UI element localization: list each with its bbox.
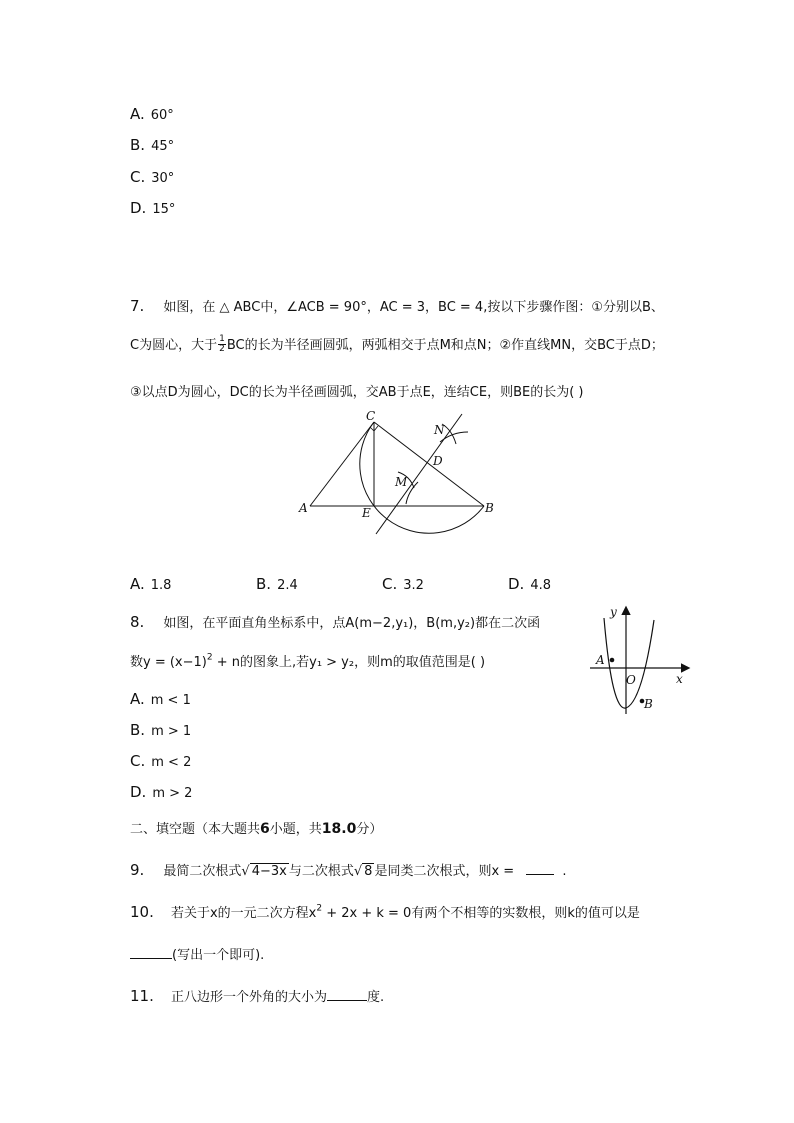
q7-line-1 <box>130 296 664 315</box>
fraction-numerator: 1 <box>219 334 225 344</box>
q6-option-a <box>130 104 174 123</box>
label-b: B <box>644 697 653 711</box>
question-text: 数y = (x−1) <box>130 655 207 670</box>
label-o: O <box>626 673 636 687</box>
fraction-denominator: 2 <box>219 344 225 354</box>
q8-option-a <box>130 689 191 708</box>
fraction-half <box>218 335 226 354</box>
question-text: (写出一个即可). <box>172 948 265 963</box>
point-a <box>610 658 615 663</box>
option-letter: A. <box>130 575 145 593</box>
section-title-part: 分） <box>356 822 383 837</box>
option-value: m < 1 <box>150 693 191 708</box>
arc-d <box>360 422 484 533</box>
q8-parabola-figure <box>586 602 692 716</box>
question-text: + 2x + k = 0有两个不相等的实数根，则k的值可以是 <box>322 906 640 921</box>
question-text: + n的图象上,若y₁ > y₂，则m的取值范围是( ) <box>212 655 486 670</box>
option-letter: B. <box>256 575 272 593</box>
question-number: 7. <box>130 297 145 315</box>
question-text: 度. <box>366 990 385 1005</box>
radicand: 8 <box>364 864 373 879</box>
option-value: 45° <box>151 139 175 154</box>
label-n: N <box>434 423 445 437</box>
question-number: 11. <box>130 987 154 1005</box>
question-text: . <box>562 864 567 879</box>
answer-blank[interactable] <box>526 862 554 875</box>
label-e: E <box>362 506 371 520</box>
q7-option-d <box>508 574 551 593</box>
q7-option-a <box>130 574 171 593</box>
segment-ac <box>310 422 374 506</box>
radical-2: √ 8 <box>353 864 373 879</box>
q6-option-c <box>130 167 174 186</box>
option-value: 1.8 <box>150 578 172 593</box>
label-c: C <box>366 409 376 423</box>
q10-line-1 <box>130 902 640 921</box>
option-value: 30° <box>151 171 175 186</box>
question-number: 9. <box>130 861 145 879</box>
q8-line-2 <box>130 651 485 670</box>
answer-blank[interactable] <box>130 946 172 959</box>
q8-option-d <box>130 782 192 801</box>
option-letter: C. <box>130 752 146 770</box>
label-a: A <box>299 501 308 515</box>
option-letter: D. <box>130 199 147 217</box>
section-title-part: 小题，共 <box>269 822 322 837</box>
question-text: 最简二次根式 <box>163 864 242 879</box>
q7-option-b <box>256 574 298 593</box>
option-value: 2.4 <box>277 578 298 593</box>
option-value: m > 1 <box>151 724 192 739</box>
q7-line-3 <box>130 381 583 400</box>
question-text: 是同类二次根式，则x = <box>374 864 519 879</box>
question-text: 与二次根式 <box>288 864 354 879</box>
question-count: 6 <box>260 821 270 837</box>
option-value: m < 2 <box>151 755 192 770</box>
question-text: 若关于x的一元二次方程x <box>170 906 317 921</box>
option-value: m > 2 <box>152 786 193 801</box>
q9-line <box>130 860 566 879</box>
question-text: C为圆心，大于 <box>130 338 218 353</box>
question-text: 如图，在 △ ABC中，∠ACB = 90°，AC = 3，BC = 4,按以下步骤作图：①分别以B、 <box>163 300 664 315</box>
option-letter: C. <box>130 168 146 186</box>
option-value: 3.2 <box>403 578 424 593</box>
option-letter: B. <box>130 721 146 739</box>
q11-line <box>130 986 384 1005</box>
option-letter: B. <box>130 136 146 154</box>
arc-m-2 <box>406 482 418 504</box>
option-letter: A. <box>130 690 145 708</box>
question-text: 正八边形一个外角的大小为 <box>170 990 327 1005</box>
answer-blank[interactable] <box>327 988 367 1001</box>
q8-option-b <box>130 720 191 739</box>
option-letter: D. <box>130 783 147 801</box>
radical-1: √ 4−3x <box>241 864 287 879</box>
radicand: 4−3x <box>251 864 287 879</box>
parabola-curve <box>604 618 654 708</box>
section-title-part: 二、填空题（本大题共 <box>130 822 261 837</box>
total-score: 18.0 <box>321 821 357 837</box>
q7-option-c <box>382 574 424 593</box>
question-text: BC的长为半径画圆弧，两弧相交于点M和点N；②作直线MN，交BC于点D； <box>226 338 664 353</box>
label-x: x <box>676 672 683 686</box>
option-letter: D. <box>508 575 525 593</box>
option-letter: A. <box>130 105 145 123</box>
segment-cb <box>374 422 484 506</box>
option-value: 15° <box>152 202 176 217</box>
q8-option-c <box>130 751 191 770</box>
q6-option-d <box>130 198 175 217</box>
option-letter: C. <box>382 575 398 593</box>
question-number: 10. <box>130 903 154 921</box>
option-value: 60° <box>150 108 174 123</box>
label-y: y <box>610 605 617 619</box>
q7-geometry-figure <box>290 404 510 540</box>
exponent: 2 <box>206 652 213 663</box>
section-heading-fill-in <box>130 818 382 837</box>
q8-line-1 <box>130 612 540 631</box>
label-a: A <box>596 653 605 667</box>
label-m: M <box>395 475 408 489</box>
line-mn <box>376 414 462 534</box>
label-d: D <box>433 454 443 468</box>
question-number: 8. <box>130 613 145 631</box>
q6-option-b <box>130 135 174 154</box>
label-b: B <box>485 501 494 515</box>
exponent: 2 <box>316 903 323 914</box>
question-text: ③以点D为圆心，DC的长为半径画圆弧，交AB于点E，连结CE，则BE的长为( ) <box>130 385 584 400</box>
option-value: 4.8 <box>530 578 552 593</box>
q10-line-2 <box>130 944 264 963</box>
question-text: 如图，在平面直角坐标系中，点A(m−2,y₁)，B(m,y₂)都在二次函 <box>163 616 541 631</box>
q7-line-2 <box>130 334 664 354</box>
